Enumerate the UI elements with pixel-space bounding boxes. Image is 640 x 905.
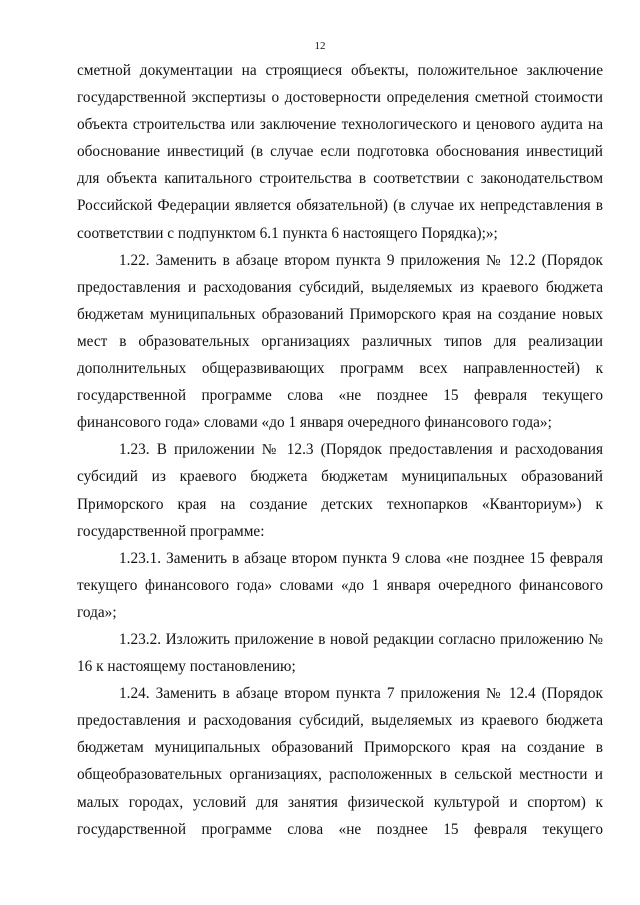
paragraph-item-1-23: 1.23. В приложении № 12.3 (Порядок предоставления и расходования субсидий из краевого бюджета бюджетам муниципальных образований Приморского края на создание детских технопарков «Кванториум») к государственной программе: [77,441,603,540]
paragraph-item-1-24: 1.24. Заменить в абзаце втором пункта 7 приложения № 12.4 (Порядок предоставления и расходования субсидий, выделяемых из краевого бюджета бюджетам муниципальных образований Приморского края на создание в общеобразовательных организациях, расположенных в сельской местности и малых городах, условий для занятия физической культурой и спортом) к государственной программе слова «не позднее 15 февраля текущего [77,685,603,838]
page-number: 12 [314,40,326,52]
paragraph-item-1-23-2: 1.23.2. Изложить приложение в новой редакции согласно приложению № 16 к настоящему постановлению; [77,630,603,676]
document-body [77,57,603,843]
paragraph-item-1-22: 1.22. Заменить в абзаце втором пункта 9 приложения № 12.2 (Порядок предоставления и расходования субсидий, выделяемых из краевого бюджета бюджетам муниципальных образований Приморского края на создание новых мест в образовательных организациях различных типов для реализации дополнительных общеразвивающих программ всех направленностей) к государственной программе слова «не позднее 15 февраля текущего финансового года» словами «до 1 января очередного финансового года»; [77,251,603,432]
paragraph-item-1-23-1: 1.23.1. Заменить в абзаце втором пункта 9 слова «не позднее 15 февраля текущего финансового года» словами «до 1 января очередного финансового года»; [77,549,603,621]
paragraph-continuation: сметной документации на строящиеся объекты, положительное заключение государственной экспертизы о достоверности определения сметной стоимости объекта строительства или заключение технологического и ценового аудита на обоснование инвестиций (в случае если подготовка обоснования инвестиций для объекта капитального строительства в соответствии с законодательством Российской Федерации является обязательной) (в случае их непредставления в соответствии с подпунктом 6.1 пункта 6 настоящего Порядка);»; [77,62,603,242]
